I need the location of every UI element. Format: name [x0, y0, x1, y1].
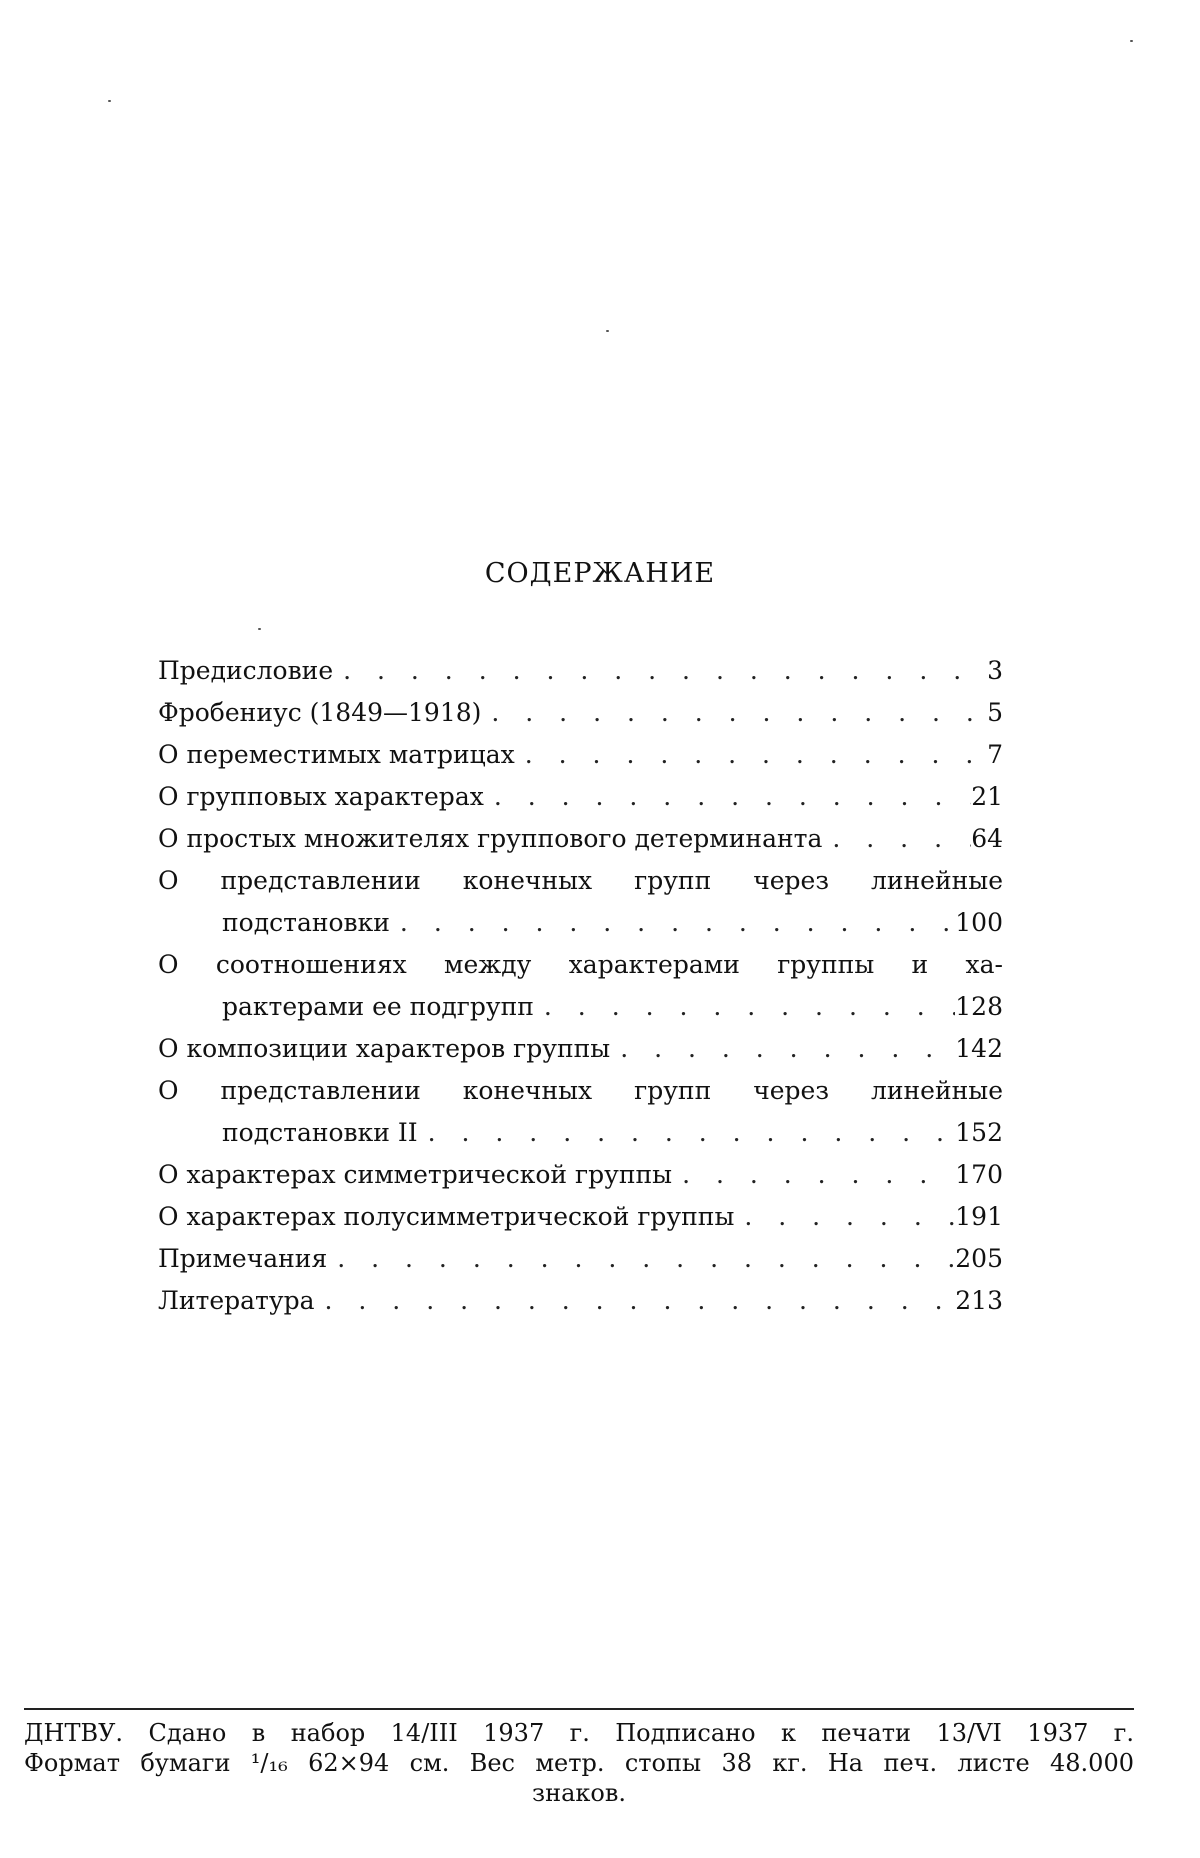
- toc-entry-title-continued: рактерами ее подгрупп: [222, 992, 534, 1021]
- toc-entry-title: О характерах симметрической группы: [158, 1160, 673, 1189]
- toc-leader-dots: [484, 776, 971, 818]
- toc-leader-dots: [418, 1112, 956, 1154]
- toc-leader-dots: [672, 1154, 955, 1196]
- scan-speck: [258, 628, 261, 630]
- toc-entry-title: Фробениус (1849—1918): [158, 698, 482, 727]
- toc-entry-title: Примечания: [158, 1244, 328, 1273]
- toc-entry[interactable]: [158, 1196, 1003, 1238]
- scan-speck: [1130, 40, 1133, 42]
- toc-entry[interactable]: [158, 776, 1003, 818]
- toc-entry-title: О представлении конечных групп через линейные: [158, 1076, 1003, 1105]
- toc-entry[interactable]: [158, 1280, 1003, 1322]
- toc-entry[interactable]: [158, 1070, 1003, 1154]
- toc-entry-title: О представлении конечных групп через линейные: [158, 866, 1003, 895]
- toc-page-number: 213: [955, 1286, 1003, 1315]
- page-title: СОДЕРЖАНИЕ: [484, 558, 716, 589]
- imprint-line: ДНТВУ. Сдано в набор 14/III 1937 г. Подписано к печати 13/VI 1937 г.: [24, 1719, 1134, 1747]
- toc-entry[interactable]: [158, 1028, 1003, 1070]
- toc-page-number: 5: [987, 698, 1003, 727]
- toc-page-number: 100: [955, 908, 1003, 937]
- toc-entry[interactable]: [158, 734, 1003, 776]
- toc-page-number: 191: [955, 1202, 1003, 1231]
- toc-page-number: 21: [971, 782, 1003, 811]
- toc-entry[interactable]: [158, 1154, 1003, 1196]
- toc-entry-title: Предисловие: [158, 656, 334, 685]
- imprint-divider: [24, 1708, 1134, 1710]
- toc-entry-title: О переместимых матрицах: [158, 740, 515, 769]
- toc-leader-dots: [610, 1028, 955, 1070]
- toc-page-number: 64: [971, 824, 1003, 853]
- toc-entry-title-continued: подстановки II: [222, 1118, 418, 1147]
- toc-leader-dots: [333, 650, 973, 692]
- toc-entry-title-continued: подстановки: [222, 908, 390, 937]
- scan-speck: [108, 100, 111, 102]
- toc-entry[interactable]: [158, 860, 1003, 944]
- toc-entry-title: О соотношениях между характерами группы и ха-: [158, 950, 1003, 979]
- imprint-line: знаков.: [532, 1779, 626, 1807]
- imprint-block: [24, 1718, 1134, 1808]
- toc-page-number: 7: [987, 740, 1003, 769]
- table-of-contents: [158, 650, 1003, 1322]
- toc-entry[interactable]: [158, 692, 1003, 734]
- toc-entry[interactable]: [158, 818, 1003, 860]
- toc-entry-title: О композиции характеров группы: [158, 1034, 611, 1063]
- toc-page-number: 170: [955, 1160, 1003, 1189]
- imprint-line: Формат бумаги ¹/₁₆ 62×94 см. Вес метр. стопы 38 кг. На печ. листе 48.000: [24, 1749, 1134, 1777]
- scan-speck: [606, 330, 609, 332]
- toc-leader-dots: [481, 692, 973, 734]
- toc-leader-dots: [515, 734, 973, 776]
- toc-leader-dots: [390, 902, 955, 944]
- toc-entry-title: О групповых характерах: [158, 782, 484, 811]
- toc-entry-title: О характерах полусимметрической группы: [158, 1202, 735, 1231]
- toc-entry[interactable]: [158, 650, 1003, 692]
- toc-leader-dots: [315, 1280, 956, 1322]
- toc-page-number: 152: [955, 1118, 1003, 1147]
- toc-entry[interactable]: [158, 944, 1003, 1028]
- toc-page-number: 128: [955, 992, 1003, 1021]
- toc-entry[interactable]: [158, 1238, 1003, 1280]
- toc-page-number: 142: [955, 1034, 1003, 1063]
- toc-leader-dots: [534, 986, 955, 1028]
- toc-page-number: 205: [955, 1244, 1003, 1273]
- toc-leader-dots: [327, 1238, 955, 1280]
- toc-entry-title: О простых множителях группового детерминанта: [158, 824, 823, 853]
- toc-page-number: 3: [987, 656, 1003, 685]
- toc-entry-title: Литература: [158, 1286, 315, 1315]
- toc-leader-dots: [822, 818, 971, 860]
- toc-leader-dots: [734, 1196, 955, 1238]
